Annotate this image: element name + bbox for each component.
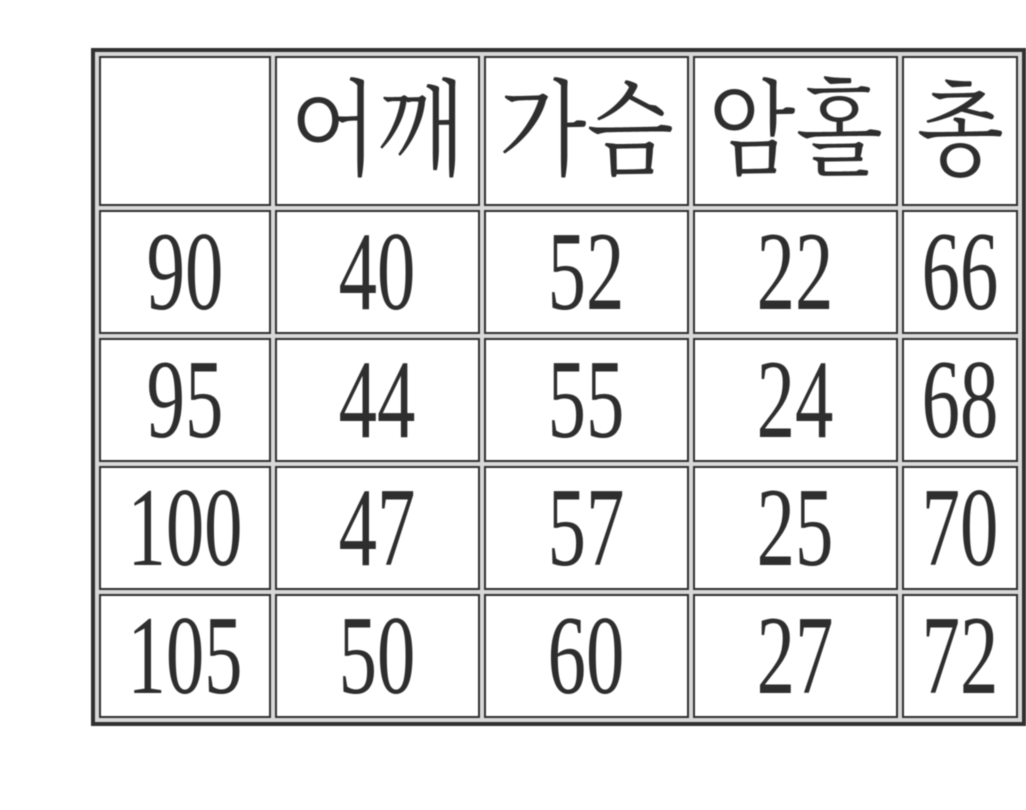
measurement-cell-armhole — [693, 210, 898, 334]
measurement-cell-shoulder — [275, 466, 480, 590]
measurement-value: 60 — [548, 594, 625, 718]
size-label: 95 — [146, 338, 224, 462]
size-label-cell — [99, 466, 271, 590]
header-label-armhole: 암홀 — [707, 73, 883, 189]
measurement-cell-shoulder — [275, 210, 480, 334]
measurement-value: 52 — [548, 210, 625, 334]
measurement-value: 57 — [548, 466, 625, 590]
measurement-cell-shoulder — [275, 594, 480, 718]
measurement-value: 72 — [921, 594, 999, 718]
measurement-cell-chest — [484, 594, 689, 718]
header-cell-shoulder — [275, 56, 480, 206]
header-label-total-length: 총 — [916, 73, 1004, 189]
measurement-value: 55 — [548, 338, 625, 462]
measurement-value: 40 — [339, 210, 416, 334]
header-cell-blank — [99, 56, 271, 206]
size-label: 105 — [127, 594, 243, 718]
measurement-value: 25 — [756, 466, 834, 590]
size-chart-table — [91, 48, 1026, 726]
header-cell-chest — [484, 56, 689, 206]
measurement-value: 50 — [339, 594, 416, 718]
measurement-cell-total-length — [902, 210, 1018, 334]
measurement-value: 27 — [756, 594, 834, 718]
size-label: 100 — [127, 466, 243, 590]
measurement-cell-chest — [484, 338, 689, 462]
header-cell-total-length — [902, 56, 1018, 206]
header-cell-armhole — [693, 56, 898, 206]
header-label-shoulder: 어깨 — [290, 73, 465, 189]
measurement-cell-armhole — [693, 466, 898, 590]
measurement-cell-chest — [484, 466, 689, 590]
size-row-90 — [99, 210, 1018, 334]
measurement-value: 70 — [921, 466, 999, 590]
measurement-value: 22 — [756, 210, 834, 334]
measurement-value: 66 — [921, 210, 999, 334]
size-row-105 — [99, 594, 1018, 718]
size-label-cell — [99, 594, 271, 718]
size-label: 90 — [146, 210, 224, 334]
measurement-cell-armhole — [693, 338, 898, 462]
measurement-value: 68 — [921, 338, 999, 462]
measurement-value: 24 — [756, 338, 834, 462]
header-label-chest: 가슴 — [498, 73, 674, 189]
measurement-value: 47 — [339, 466, 416, 590]
measurement-cell-shoulder — [275, 338, 480, 462]
size-row-100 — [99, 466, 1018, 590]
measurement-cell-chest — [484, 210, 689, 334]
size-row-95 — [99, 338, 1018, 462]
measurement-value: 44 — [339, 338, 416, 462]
size-label-cell — [99, 210, 271, 334]
measurement-cell-total-length — [902, 466, 1018, 590]
measurement-cell-total-length — [902, 338, 1018, 462]
header-row — [99, 56, 1018, 206]
measurement-cell-armhole — [693, 594, 898, 718]
measurement-cell-total-length — [902, 594, 1018, 718]
size-label-cell — [99, 338, 271, 462]
